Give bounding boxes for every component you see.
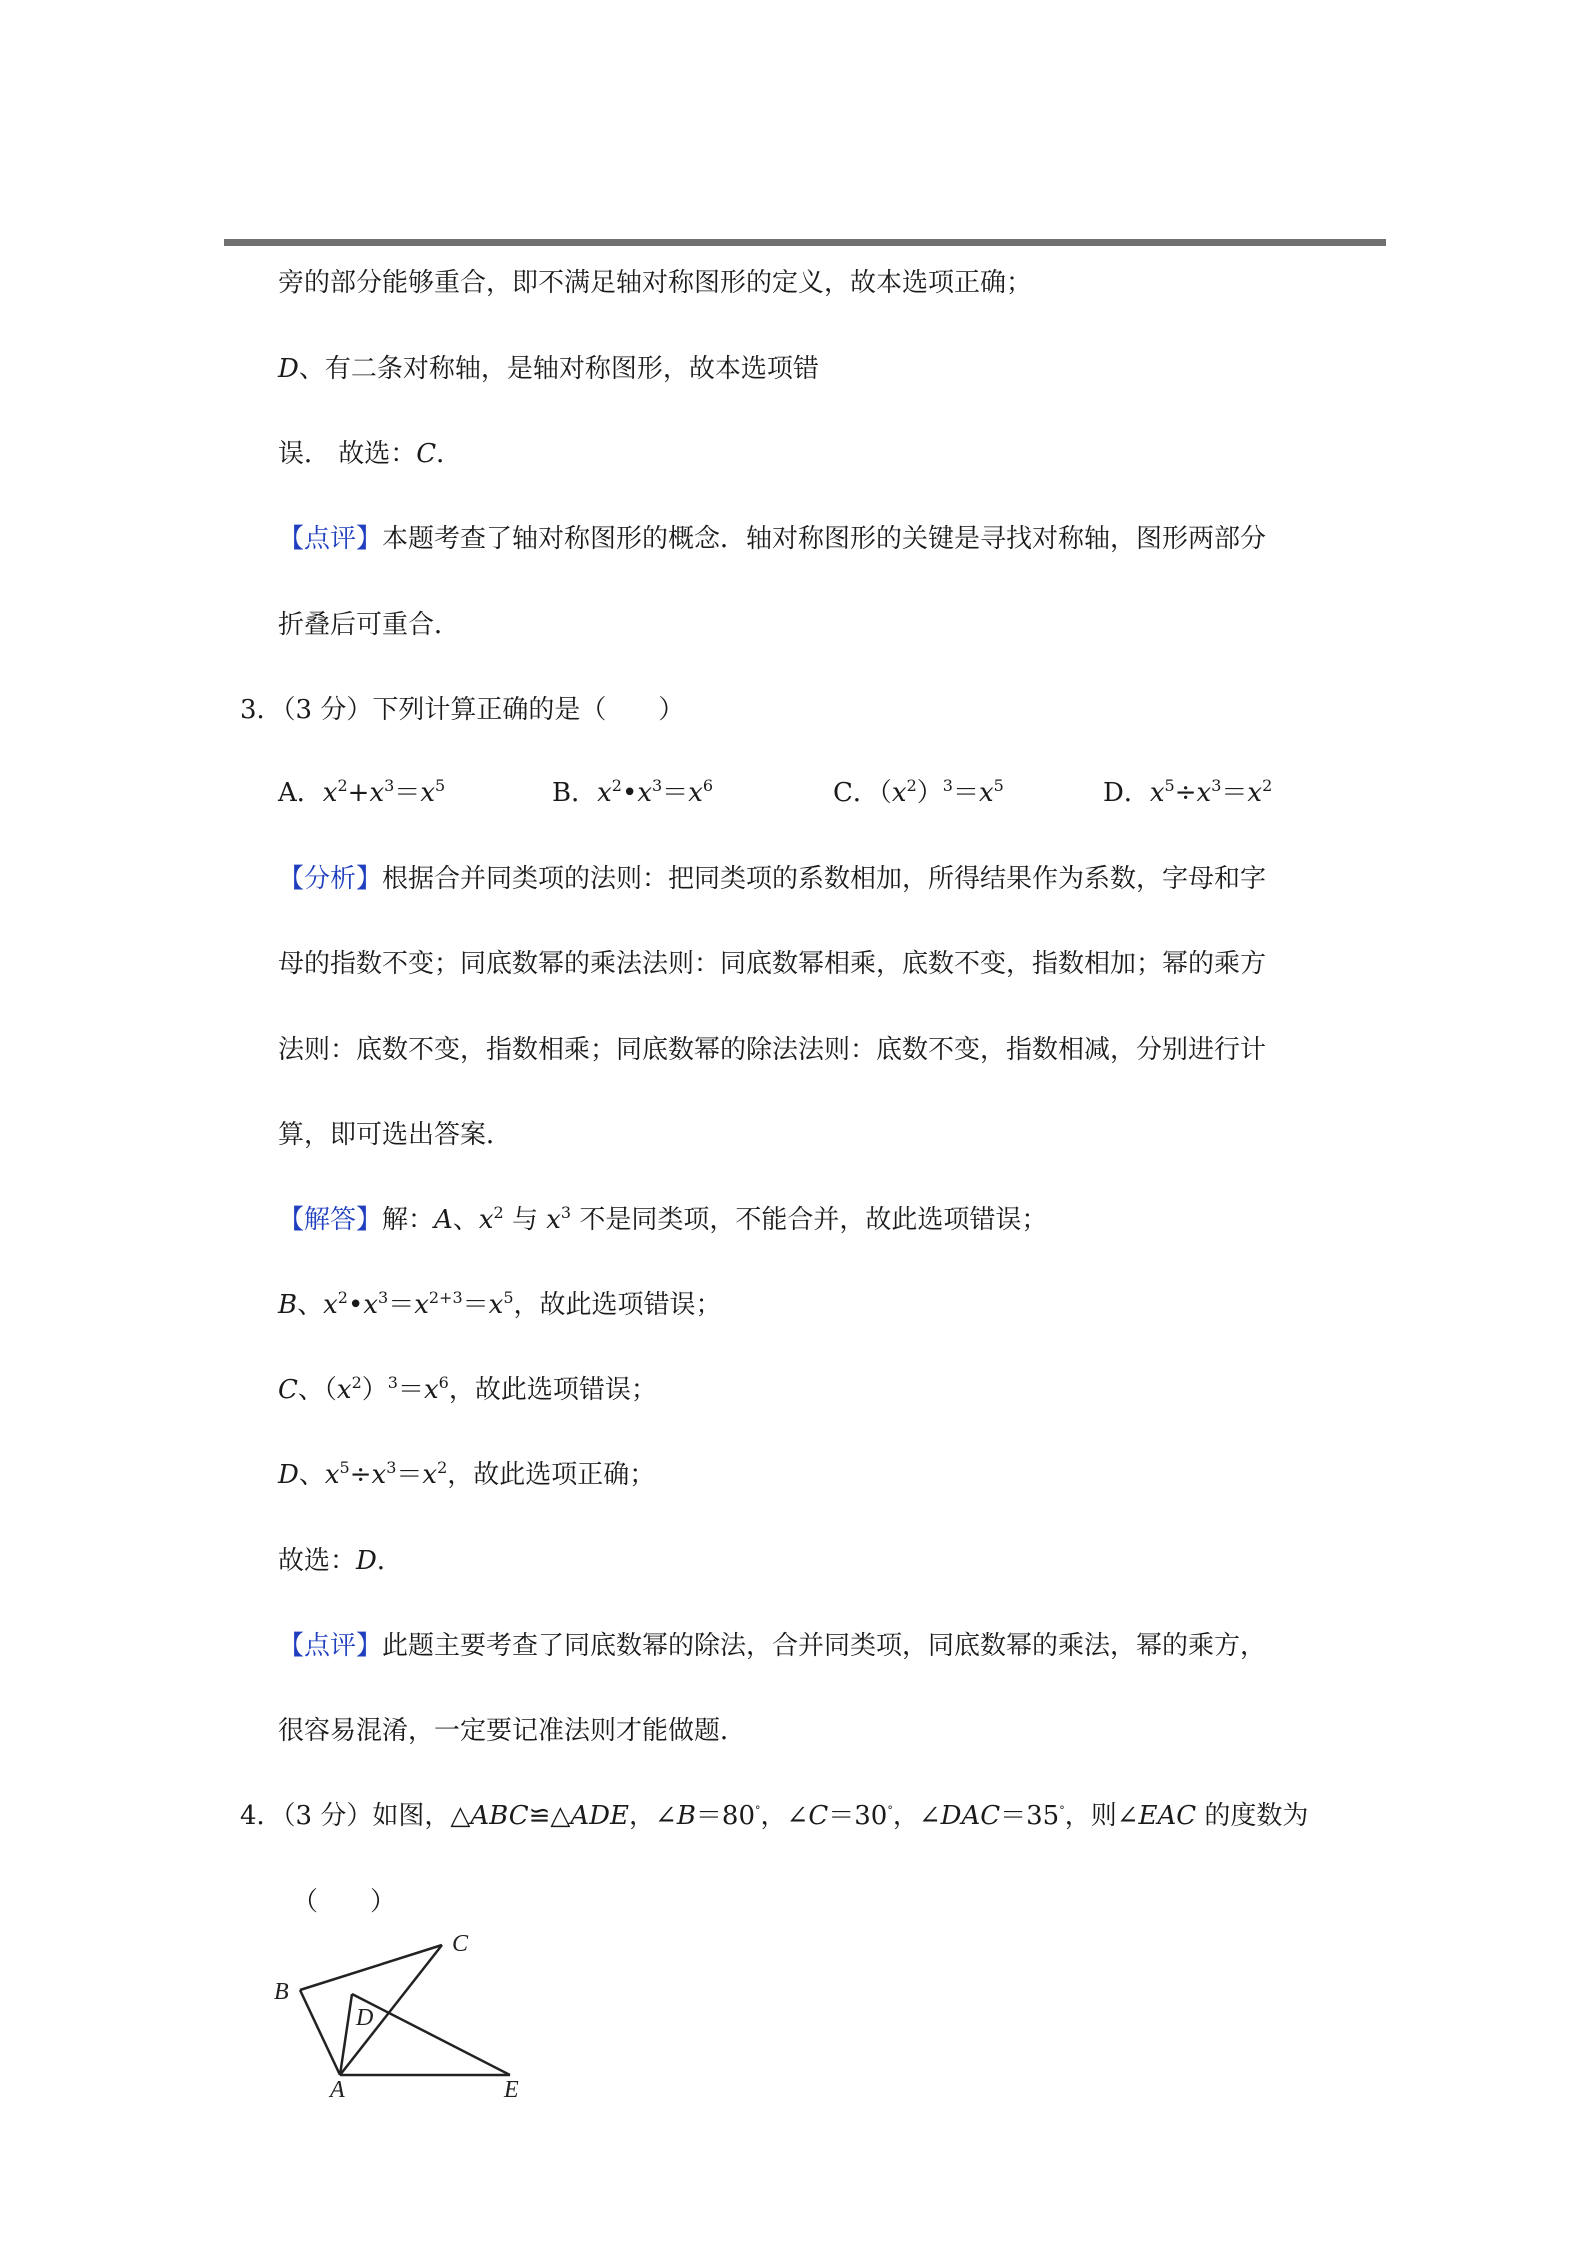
- text-line-1: 旁的部分能够重合，即不满足轴对称图形的定义，故本选项正确；: [278, 268, 1033, 298]
- analysis-line-3: 法则：底数不变，指数相乘；同底数幂的除法法则：底数不变，指数相减，分别进行计: [278, 1035, 1267, 1065]
- comment-paragraph-q3-cont: 很容易混淆，一定要记准法则才能做题．: [278, 1716, 747, 1746]
- header-rule: [224, 239, 1386, 246]
- question-3-option-b: B．$x^2•x^3=x^6$: [552, 776, 714, 808]
- analysis-paragraph: 【分析】根据合并同类项的法则：把同类项的系数相加，所得结果作为系数，字母和字: [278, 864, 1267, 894]
- answer-line-c: C、$(x^2)^3=x^6$，故此选项错误；: [278, 1373, 657, 1405]
- label-A: A: [330, 2077, 345, 2097]
- label-D: D: [356, 2005, 374, 2031]
- triangle-figure: [272, 1925, 532, 2097]
- segment-DE: [352, 1994, 510, 2075]
- comment-paragraph-cont: 折叠后可重合．: [278, 610, 461, 640]
- analysis-line-2: 母的指数不变；同底数幂的乘法法则：同底数幂相乘，底数不变，指数相加；幂的乘方: [278, 949, 1267, 979]
- text-line-2: D、有二条对称轴，是轴对称图形，故本选项错: [278, 354, 819, 384]
- question-4-stem: 4．（3 分）如图，△ABC≌△ADE，∠B＝80°，∠C＝30°，∠DAC＝35°，则∠EAC 的度数为: [240, 1801, 1309, 1831]
- analysis-line-4: 算，即可选出答案．: [278, 1120, 513, 1150]
- comment-paragraph-q3: 【点评】此题主要考查了同底数幂的除法，合并同类项，同底数幂的乘法，幂的乘方，: [278, 1631, 1267, 1661]
- answer-choice: 故选：D．: [278, 1546, 403, 1576]
- comment-tag: 【点评】: [278, 1631, 383, 1661]
- answer-paragraph: 【解答】解：A、$x^2$ 与 $x^3$ 不是同类项，不能合并，故此选项错误；: [278, 1203, 1048, 1235]
- triangle-diagram: [272, 1925, 532, 2097]
- question-3-option-c: C．$(x^2)^3=x^5$: [833, 776, 1004, 808]
- comment-paragraph: 【点评】本题考查了轴对称图形的概念．轴对称图形的关键是寻找对称轴，图形两部分: [278, 524, 1267, 554]
- answer-tag: 【解答】: [278, 1205, 383, 1235]
- question-4-blank: （ ）: [292, 1887, 397, 1917]
- comment-tag: 【点评】: [278, 524, 383, 554]
- label-E: E: [504, 2077, 519, 2097]
- question-3-option-a: A．$x^2+x^3=x^5$: [278, 776, 446, 808]
- segment-BC: [300, 1945, 442, 1990]
- analysis-tag: 【分析】: [278, 864, 383, 894]
- segment-BA: [300, 1990, 340, 2075]
- question-3-option-d: D．$x^5\div x^3=x^2$: [1103, 776, 1273, 808]
- option-letter: D: [278, 354, 299, 384]
- label-C: C: [452, 1931, 469, 1957]
- question-3-stem: 3．（3 分）下列计算正确的是（ ）: [240, 695, 685, 725]
- text-line-3: 误． 故选：C．: [278, 439, 463, 469]
- answer-line-d: D、$x^5\div x^3=x^2$，故此选项正确；: [278, 1458, 656, 1490]
- label-B: B: [274, 1979, 289, 2005]
- answer-line-b: B、$x^2•x^3=x^{2+3}=x^5$，故此选项错误；: [278, 1288, 722, 1320]
